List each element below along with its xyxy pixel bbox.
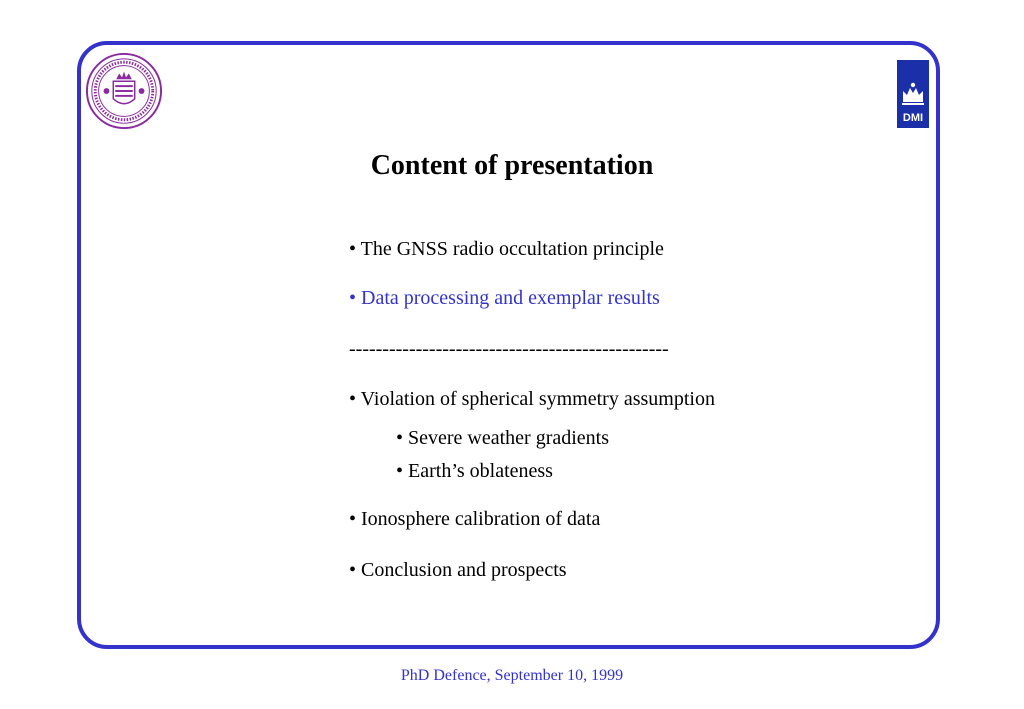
bullet-spherical-symmetry: • Violation of spherical symmetry assumption — [349, 388, 715, 410]
svg-text:DMI: DMI — [902, 112, 924, 124]
bullet-conclusion: • Conclusion and prospects — [349, 559, 567, 581]
dmi-logo — [897, 60, 929, 128]
bullet-gnss-principle: • The GNSS radio occultation principle — [349, 238, 664, 260]
university-seal-logo — [85, 52, 163, 130]
slide-title: Content of presentation — [370, 150, 654, 181]
footer-text: PhD Defence, September 10, 1999 — [400, 667, 624, 684]
subbullet-weather-gradients: • Severe weather gradients — [396, 427, 610, 449]
bullet-ionosphere: • Ionosphere calibration of data — [349, 508, 601, 530]
separator-dashes: ------------------------------------------------ — [349, 338, 669, 360]
subbullet-oblateness: • Earth’s oblateness — [396, 460, 553, 482]
bullet-data-processing: • Data processing and exemplar results — [349, 287, 660, 309]
